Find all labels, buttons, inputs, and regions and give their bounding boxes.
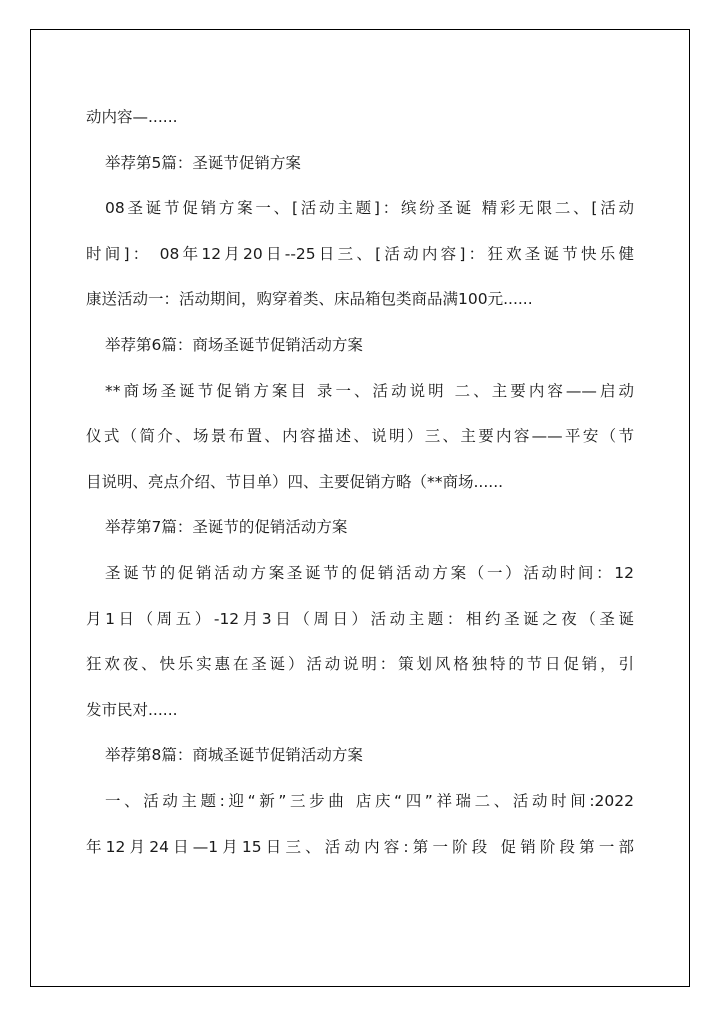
- recommendation-heading: 举荐第8篇：商城圣诞节促销活动方案: [105, 746, 363, 765]
- recommendation-heading: 举荐第5篇：圣诞节促销方案: [105, 153, 301, 172]
- recommendation-heading: 举荐第7篇：圣诞节的促销活动方案: [105, 518, 348, 537]
- text-line: 发市民对......: [86, 700, 178, 719]
- document-body: [86, 95, 634, 870]
- text-line: 仪式（简介、场景布置、内容描述、说明）三、主要内容——平安（节: [86, 427, 634, 446]
- text-line: 康送活动一：活动期间，购穿着类、床品箱包类商品满100元......: [86, 290, 533, 309]
- text-line: 年12月24日—1月15日三、活动内容:第一阶段 促销阶段第一部: [86, 837, 634, 856]
- text-line: 圣诞节的促销活动方案圣诞节的促销活动方案（一）活动时间：12: [105, 563, 634, 582]
- text-line: 狂欢夜、快乐实惠在圣诞）活动说明：策划风格独特的节日促销，引: [86, 655, 634, 674]
- recommendation-heading: 举荐第6篇：商场圣诞节促销活动方案: [105, 335, 363, 354]
- text-line: 08圣诞节促销方案一、[活动主题]：缤纷圣诞 精彩无限二、[活动: [105, 199, 634, 218]
- text-line: 时间]： 08年12月20日--25日三、[活动内容]：狂欢圣诞节快乐健: [86, 244, 634, 263]
- text-line: 目说明、亮点介绍、节目单）四、主要促销方略（**商场......: [86, 472, 504, 491]
- text-line: **商场圣诞节促销方案目 录一、活动说明 二、主要内容——启动: [105, 381, 634, 400]
- text-line: 一、活动主题:迎“新”三步曲 店庆“四”祥瑞二、活动时间:2022: [105, 791, 634, 810]
- text-line: 动内容—......: [86, 108, 178, 126]
- text-line: 月1日（周五）-12月3日（周日）活动主题：相约圣诞之夜（圣诞: [86, 609, 634, 628]
